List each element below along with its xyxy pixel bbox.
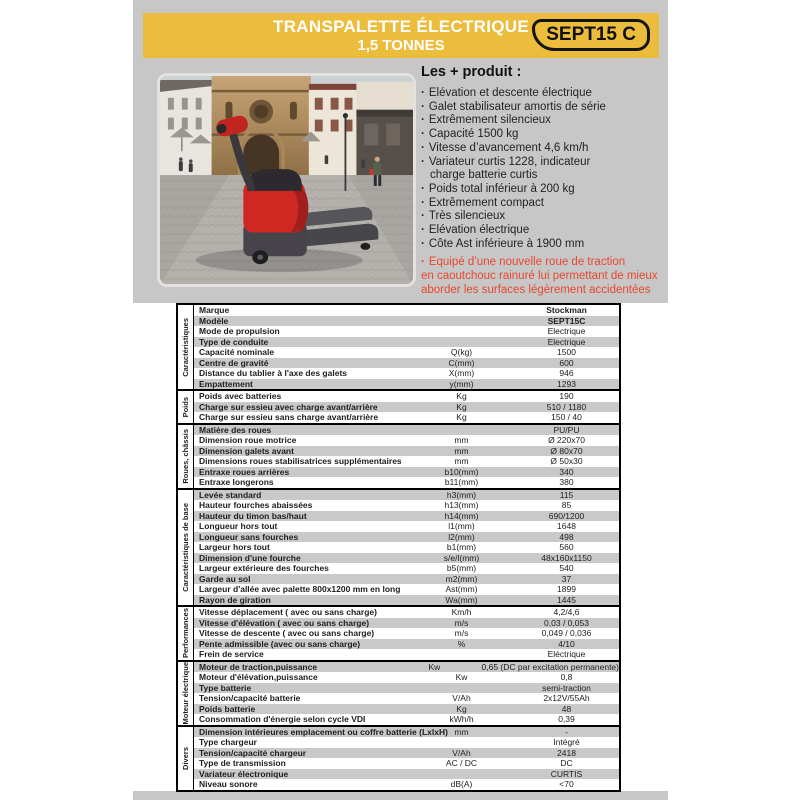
feature-item bbox=[421, 128, 699, 142]
spec-row bbox=[194, 737, 619, 748]
spec-label: Dimension d'une fourche bbox=[199, 552, 301, 563]
spec-value: 0,8 bbox=[560, 672, 573, 682]
section-label: Moteur électrique bbox=[181, 661, 190, 725]
spec-label: Pente admissible (avec ou sans charge) bbox=[199, 638, 361, 649]
spec-value: Eléctrique bbox=[547, 649, 586, 659]
spec-section-group bbox=[178, 607, 194, 660]
spec-value: 540 bbox=[559, 563, 574, 573]
section-label: Divers bbox=[181, 746, 190, 770]
spec-label: Tension/capacité chargeur bbox=[199, 747, 307, 758]
product-photo-image bbox=[160, 76, 413, 284]
spec-value: 115 bbox=[559, 489, 574, 500]
spec-row bbox=[194, 532, 619, 543]
spec-row bbox=[194, 326, 619, 337]
feature-item bbox=[421, 183, 699, 197]
spec-section-group bbox=[178, 425, 194, 488]
spec-row bbox=[194, 391, 619, 402]
spec-value: 1648 bbox=[557, 521, 576, 531]
spec-label: Entraxe roues arrières bbox=[199, 466, 290, 477]
spec-row bbox=[194, 662, 619, 673]
spec-label: Dimension intérieures emplacement ou coffre batterie (LxlxH) bbox=[199, 726, 448, 737]
spec-table bbox=[176, 303, 621, 792]
spec-label: Moteur de traction,puissance bbox=[199, 661, 318, 672]
spec-value: 85 bbox=[561, 500, 572, 510]
spec-value: SEPT15C bbox=[547, 315, 586, 326]
spec-value: 560 bbox=[559, 542, 574, 552]
spec-label: Dimensions roues stabilisatrices supplémentaires bbox=[199, 456, 402, 466]
spec-row bbox=[194, 563, 619, 574]
spec-section-group bbox=[178, 305, 194, 389]
section-label: Caractéristiques bbox=[181, 317, 190, 377]
spec-value: 690/1200 bbox=[548, 510, 585, 521]
spec-value: 600 bbox=[559, 357, 574, 368]
spec-unit: b1(mm) bbox=[446, 542, 477, 552]
feature-highlight-line: aborder les surfaces légèrement accidentées bbox=[421, 283, 651, 296]
spec-value: CURTIS bbox=[550, 768, 583, 779]
spec-unit: dB(A) bbox=[450, 779, 473, 789]
spec-row bbox=[194, 435, 619, 446]
feature-line: Elévation et descente électrique bbox=[428, 87, 592, 99]
spec-section-rows bbox=[194, 391, 619, 423]
truck-top-cover bbox=[247, 169, 302, 191]
spec-row bbox=[194, 511, 619, 522]
spec-label: Largeur hors tout bbox=[199, 542, 270, 552]
spec-label: Entraxe longerons bbox=[199, 477, 274, 487]
spec-label: Vitesse d'élévation ( avec ou sans charge) bbox=[199, 617, 370, 628]
feature-item bbox=[421, 101, 699, 115]
section-label: Performances bbox=[181, 608, 190, 659]
spec-label: Type de conduite bbox=[199, 336, 269, 347]
spec-value: Ø 220x70 bbox=[548, 435, 585, 445]
spec-unit: kWh/h bbox=[449, 714, 474, 724]
left-building bbox=[160, 80, 214, 179]
spec-row bbox=[194, 769, 619, 780]
spec-label: Rayon de giration bbox=[199, 594, 271, 605]
spec-label: Centre de gravité bbox=[199, 357, 269, 368]
features-section bbox=[421, 64, 699, 298]
spec-row bbox=[194, 412, 619, 423]
spec-value: semi-traction bbox=[542, 682, 591, 693]
feature-items bbox=[421, 87, 699, 251]
spec-section-rows bbox=[194, 727, 619, 790]
spec-value: 0,03 / 0,053 bbox=[544, 617, 589, 628]
feature-line: Très silencieux bbox=[428, 210, 506, 223]
spec-label: Modèle bbox=[199, 315, 229, 326]
spec-label: Niveau sonore bbox=[199, 779, 258, 789]
spec-row bbox=[194, 584, 619, 595]
feature-highlight-line: en caoutchouc rainuré lui permettant de mieux bbox=[421, 270, 658, 283]
spec-label: Moteur d'élévation,puissance bbox=[199, 672, 318, 682]
feature-highlight-line: · Equipé d’une nouvelle roue de traction bbox=[421, 256, 625, 268]
spec-label: Garde au sol bbox=[199, 573, 251, 584]
spec-value: Electrique bbox=[547, 336, 586, 347]
spec-section-rows bbox=[194, 425, 619, 488]
spec-row bbox=[194, 379, 619, 390]
spec-row bbox=[194, 758, 619, 769]
spec-row bbox=[194, 402, 619, 413]
spec-section bbox=[178, 607, 619, 662]
spec-value: 1899 bbox=[557, 584, 576, 594]
spec-value: 380 bbox=[559, 477, 574, 487]
spec-value: 0,65 (DC par excitation permanente) bbox=[481, 661, 619, 672]
spec-row bbox=[194, 649, 619, 660]
spec-value: 510 / 1180 bbox=[546, 401, 587, 412]
spec-section-rows bbox=[194, 607, 619, 660]
spec-label: Levée standard bbox=[199, 489, 262, 500]
feature-item bbox=[421, 114, 699, 128]
feature-line: Côte Ast inférieure à 1900 mm bbox=[428, 237, 585, 250]
spec-section bbox=[178, 425, 619, 490]
spec-value: 190 bbox=[559, 391, 574, 401]
spec-value: Ø 50x30 bbox=[550, 456, 583, 466]
spec-row bbox=[194, 628, 619, 639]
spec-value: 0,39 bbox=[558, 714, 575, 724]
spec-unit: m2(mm) bbox=[445, 573, 478, 584]
feature-item bbox=[421, 197, 699, 211]
spec-row bbox=[194, 316, 619, 327]
spec-section-group bbox=[178, 391, 194, 423]
page-subtitle: 1,5 TONNES bbox=[357, 36, 445, 54]
spec-unit: Q(kg) bbox=[450, 347, 473, 357]
spec-value: PU/PU bbox=[553, 424, 580, 435]
spec-value: - bbox=[565, 726, 568, 737]
spec-label: Frein de service bbox=[199, 649, 264, 659]
spec-row bbox=[194, 358, 619, 369]
spec-row bbox=[194, 521, 619, 532]
spec-unit: l2(mm) bbox=[448, 531, 475, 542]
spec-row bbox=[194, 727, 619, 738]
spec-section-rows bbox=[194, 490, 619, 606]
spec-section bbox=[178, 490, 619, 608]
spec-row bbox=[194, 490, 619, 501]
spec-value: Stockman bbox=[546, 305, 587, 315]
spec-row bbox=[194, 607, 619, 618]
feature-line: charge batterie curtis bbox=[430, 169, 538, 182]
spec-row bbox=[194, 693, 619, 704]
spec-row bbox=[194, 748, 619, 759]
spec-value: <70 bbox=[559, 779, 574, 789]
spec-unit: Ast(mm) bbox=[445, 584, 478, 594]
spec-label: Vitesse déplacement ( avec ou sans charge) bbox=[199, 607, 377, 617]
product-photo bbox=[157, 73, 416, 287]
spec-row bbox=[194, 425, 619, 436]
header-titles bbox=[273, 17, 529, 54]
spec-label: Type batterie bbox=[199, 682, 252, 693]
spec-label: Longueur hors tout bbox=[199, 521, 278, 531]
spec-section bbox=[178, 662, 619, 727]
spec-unit: mm bbox=[454, 445, 469, 456]
spec-value: 48 bbox=[561, 703, 572, 714]
spec-unit: C(mm) bbox=[448, 357, 475, 368]
spec-unit: X(mm) bbox=[448, 368, 475, 378]
spec-value: 2418 bbox=[557, 747, 576, 758]
spec-label: Tension/capacité batterie bbox=[199, 693, 301, 703]
spec-value: 0,049 / 0,036 bbox=[541, 628, 592, 638]
feature-line: Poids total inférieur à 200 kg bbox=[428, 182, 575, 195]
spec-label: Variateur électronique bbox=[199, 768, 289, 779]
section-label: Caractéristiques de base bbox=[181, 502, 190, 592]
section-label: Roues, châssis bbox=[181, 428, 190, 484]
spec-section bbox=[178, 727, 619, 790]
spec-unit: Kg bbox=[456, 412, 467, 422]
spec-value: 498 bbox=[559, 531, 574, 542]
spec-unit: s/e/l(mm) bbox=[443, 552, 480, 563]
spec-value: 1293 bbox=[557, 378, 576, 389]
spec-row bbox=[194, 779, 619, 790]
red-bag bbox=[369, 169, 373, 175]
header-bar bbox=[143, 13, 659, 58]
section-label: Poids bbox=[181, 396, 190, 417]
spec-row bbox=[194, 347, 619, 358]
spec-label: Empattement bbox=[199, 378, 253, 389]
spec-value: 48x160x1150 bbox=[541, 552, 592, 563]
spec-unit: Kg bbox=[456, 401, 467, 412]
spec-row bbox=[194, 477, 619, 488]
spec-row bbox=[194, 639, 619, 650]
spec-label: Longueur sans fourches bbox=[199, 531, 299, 542]
spec-unit: mm bbox=[454, 456, 469, 466]
spec-section-rows bbox=[194, 662, 619, 725]
spec-unit: m/s bbox=[454, 628, 469, 638]
spec-label: Poids batterie bbox=[199, 703, 256, 714]
right-buildings bbox=[309, 82, 413, 179]
spec-label: Mode de propulsion bbox=[199, 326, 280, 336]
fork-roller bbox=[360, 243, 370, 250]
spec-label: Matière des roues bbox=[199, 424, 272, 435]
spec-row bbox=[194, 574, 619, 585]
spec-label: Vitesse de descente ( avec ou sans charge) bbox=[199, 628, 375, 638]
spec-label: Hauteur fourches abaissées bbox=[199, 500, 313, 510]
spec-label: Capacité nominale bbox=[199, 347, 275, 357]
spec-value: 4/10 bbox=[558, 638, 575, 649]
spec-unit: AC / DC bbox=[445, 758, 478, 768]
feature-item bbox=[421, 87, 699, 101]
spec-section bbox=[178, 391, 619, 425]
spec-row bbox=[194, 446, 619, 457]
feature-item bbox=[421, 238, 699, 252]
spec-unit: b10(mm) bbox=[444, 466, 479, 477]
spec-row bbox=[194, 553, 619, 564]
spec-value: 2x12V/55Ah bbox=[543, 693, 590, 703]
spec-value: 37 bbox=[561, 573, 572, 584]
spec-unit: Kg bbox=[456, 703, 467, 714]
spec-label: Largeur extérieure des fourches bbox=[199, 563, 329, 573]
spec-value: DC bbox=[560, 758, 573, 768]
feature-line: Galet stabilisateur amortis de série bbox=[428, 100, 606, 113]
features-heading: Les + produit : bbox=[421, 64, 522, 80]
spec-row bbox=[194, 542, 619, 553]
spec-label: Dimension roue motrice bbox=[199, 435, 297, 445]
spec-unit: % bbox=[457, 638, 466, 649]
spec-value: 1445 bbox=[557, 594, 576, 605]
feature-item bbox=[421, 210, 699, 224]
spec-row bbox=[194, 500, 619, 511]
spec-value: 150 / 40 bbox=[551, 412, 582, 422]
spec-row bbox=[194, 704, 619, 715]
spec-unit: m/s bbox=[454, 617, 469, 628]
spec-unit: h14(mm) bbox=[444, 510, 479, 521]
spec-label: Poids avec batteries bbox=[199, 391, 282, 401]
spec-row bbox=[194, 683, 619, 694]
spec-value: 946 bbox=[559, 368, 574, 378]
spec-row bbox=[194, 595, 619, 606]
spec-unit: V/Ah bbox=[452, 747, 471, 758]
spec-row bbox=[194, 618, 619, 629]
feature-line: Extrêmement compact bbox=[428, 196, 544, 209]
spec-section bbox=[178, 305, 619, 391]
spec-row bbox=[194, 337, 619, 348]
spec-label: Hauteur du timon bas/haut bbox=[199, 510, 307, 521]
spec-unit: mm bbox=[454, 726, 469, 737]
spec-label: Largeur d'allée avec palette 800x1200 mm en long bbox=[199, 584, 401, 594]
spec-label: Dimension galets avant bbox=[199, 445, 294, 456]
spec-value: Electrique bbox=[547, 326, 586, 336]
spec-unit: h13(mm) bbox=[444, 500, 479, 510]
spec-value: 4,2/4,6 bbox=[553, 607, 580, 617]
spec-row bbox=[194, 305, 619, 316]
feature-item bbox=[421, 156, 699, 183]
spec-row bbox=[194, 368, 619, 379]
feature-highlight bbox=[421, 256, 699, 297]
spec-unit: b5(mm) bbox=[446, 563, 477, 573]
spec-unit: Kw bbox=[455, 672, 468, 682]
spec-unit: l1(mm) bbox=[448, 521, 475, 531]
spec-row bbox=[194, 672, 619, 683]
spec-unit: Km/h bbox=[451, 607, 472, 617]
spec-value: 1500 bbox=[557, 347, 576, 357]
spec-section-rows bbox=[194, 305, 619, 389]
spec-value: 340 bbox=[559, 466, 574, 477]
spec-value: Intégré bbox=[553, 737, 580, 747]
feature-line: Elévation électrique bbox=[428, 224, 530, 237]
spec-section-group bbox=[178, 490, 194, 606]
spec-unit: h3(mm) bbox=[446, 489, 477, 500]
feature-line: Vitesse d’avancement 4,6 km/h bbox=[428, 141, 589, 154]
spec-unit: b11(mm) bbox=[444, 477, 479, 487]
spec-label: Charge sur essieu sans charge avant/arrière bbox=[199, 412, 379, 422]
page-title: TRANSPALETTE ÉLECTRIQUE bbox=[273, 17, 529, 37]
spec-unit: V/Ah bbox=[452, 693, 471, 703]
spec-value: Ø 80x70 bbox=[550, 445, 583, 456]
feature-item bbox=[421, 224, 699, 238]
spec-label: Distance du tablier à l'axe des galets bbox=[199, 368, 347, 378]
spec-label: Charge sur essieu avec charge avant/arrière bbox=[199, 401, 378, 412]
spec-unit: mm bbox=[454, 435, 469, 445]
feature-line: Capacité 1500 kg bbox=[428, 128, 519, 141]
bottom-gray-strip bbox=[133, 791, 668, 800]
feature-line: Variateur curtis 1228, indicateur bbox=[428, 155, 591, 168]
spec-label: Marque bbox=[199, 305, 230, 315]
spec-unit: Kg bbox=[456, 391, 467, 401]
model-badge: SEPT15 C bbox=[532, 19, 650, 51]
spec-unit: Wa(mm) bbox=[445, 594, 478, 605]
spec-label: Type chargeur bbox=[199, 737, 257, 747]
spec-section-group bbox=[178, 662, 194, 725]
spec-unit: Kw bbox=[428, 661, 441, 672]
spec-row bbox=[194, 456, 619, 467]
spec-label: Consommation d'énergie selon cycle VDI bbox=[199, 714, 366, 724]
spec-row bbox=[194, 714, 619, 725]
feature-line: Extrêmement silencieux bbox=[428, 114, 551, 127]
spec-label: Type de transmission bbox=[199, 758, 286, 768]
spec-row bbox=[194, 467, 619, 478]
feature-item bbox=[421, 142, 699, 156]
spec-section-group bbox=[178, 727, 194, 790]
spec-unit: y(mm) bbox=[449, 378, 474, 389]
